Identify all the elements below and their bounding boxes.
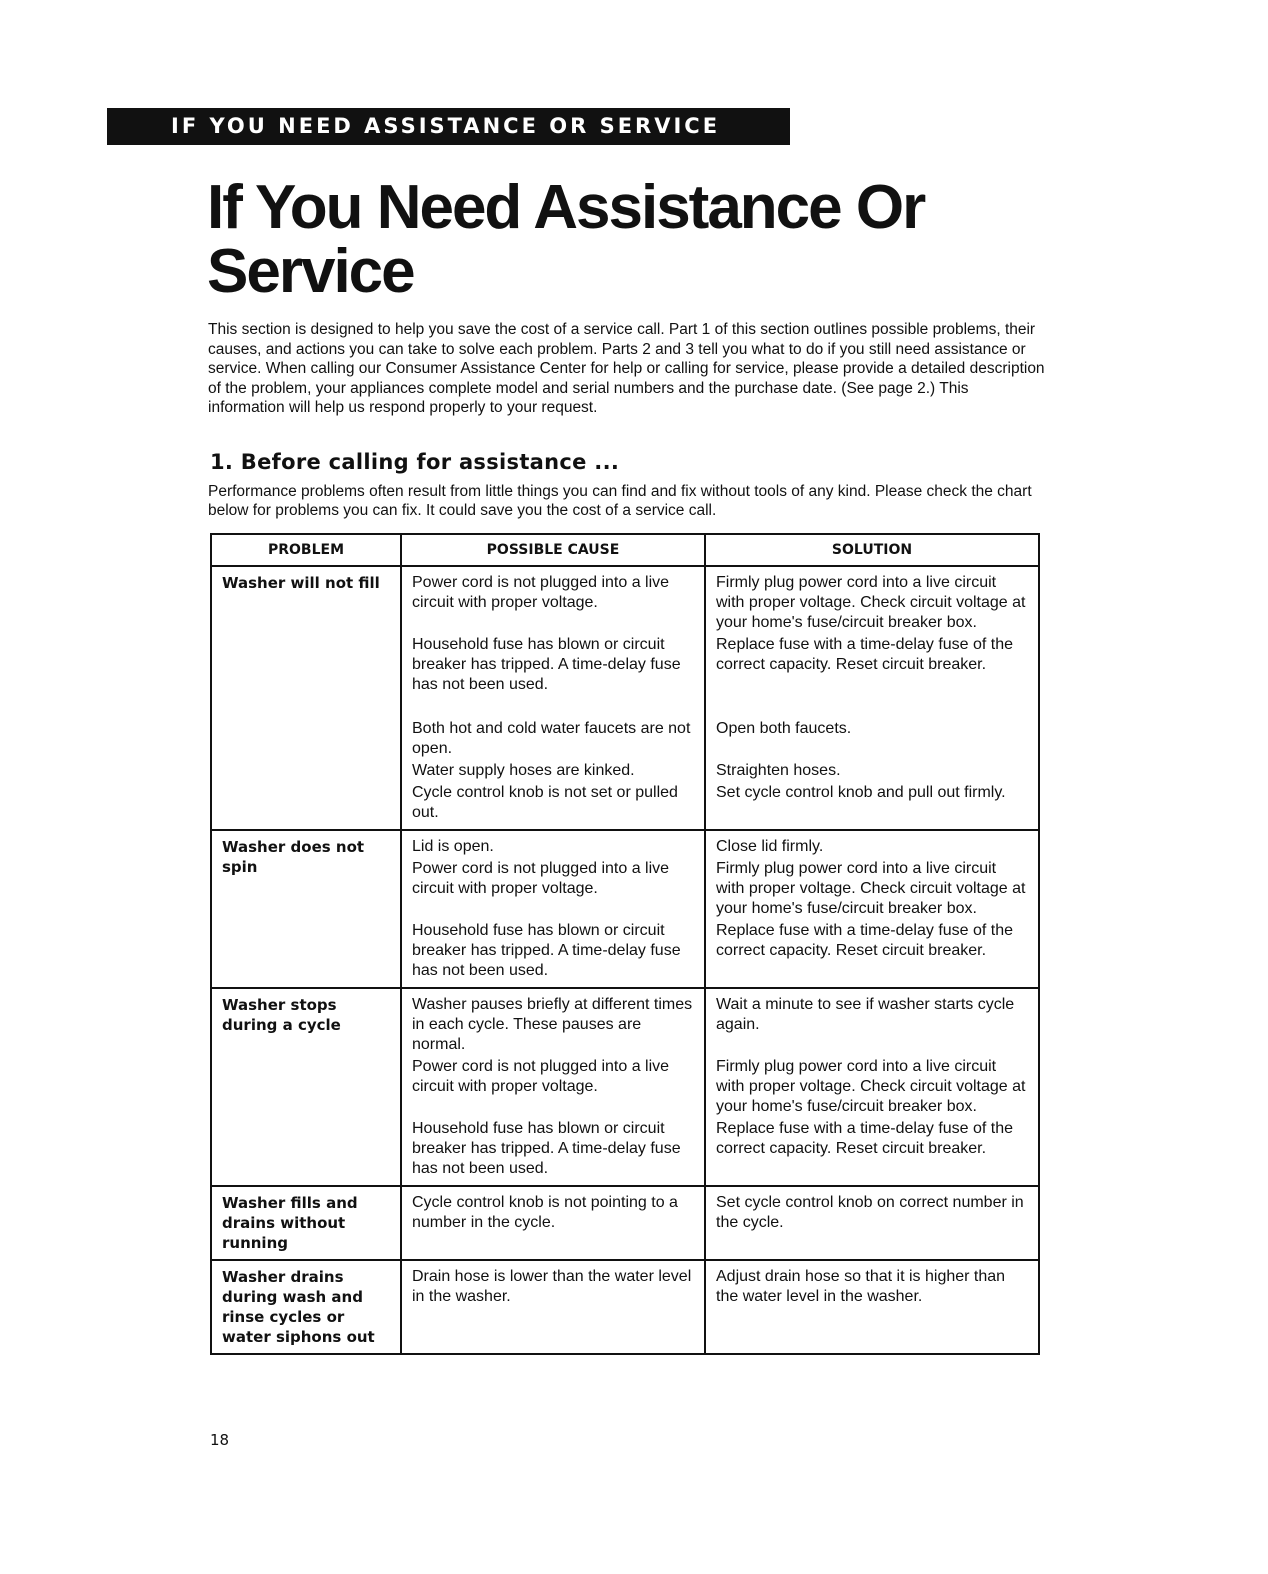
cause-entry: Cycle control knob is not set or pulled out. [412,784,678,821]
cause-entry: Cycle control knob is not pointing to a number in the cycle. [412,1194,678,1231]
solution-cell [705,988,1039,1186]
solution-entry: Replace fuse with a time-delay fuse of the correct capacity. Reset circuit breaker. [716,636,1014,673]
table-row [211,566,1039,830]
table-row [211,830,1039,988]
cause-entry: Power cord is not plugged into a live circuit with proper voltage. [412,860,670,897]
solution-entry: Set cycle control knob on correct number in the cycle. [716,1194,1024,1231]
solution-cell [705,1186,1039,1260]
table-row [211,1186,1039,1260]
section-intro-paragraph: Performance problems often result from little things you can find and fix without tools of any kind. Please check the chart below for problems you can fix. It could save you the cost of a service call. [208,483,1032,519]
solution-cell [705,1260,1039,1354]
cause-cell [401,566,705,830]
page-title: If You Need Assistance Or Service [207,173,925,306]
solution-entry: Firmly plug power cord into a live circuit with proper voltage. Check circuit voltage at your home's fuse/circuit breaker box. [716,860,1026,917]
solution-cell [705,830,1039,988]
solution-entry: Replace fuse with a time-delay fuse of the correct capacity. Reset circuit breaker. [716,922,1014,959]
cause-entry: Drain hose is lower than the water level in the washer. [412,1268,692,1305]
cause-entry: Household fuse has blown or circuit breaker has tripped. A time-delay fuse has not been used. [412,1120,681,1177]
cause-entry: Household fuse has blown or circuit breaker has tripped. A time-delay fuse has not been used. [412,636,681,693]
intro-paragraph: This section is designed to help you save the cost of a service call. Part 1 of this section outlines possible problems, their causes, and actions you can take to solve each problem. Parts 2 and 3 tell you what to do if you still need assistance or service. When calling our Consumer Assistance Center for help or calling for service, please provide a detailed description of the problem, your appliances complete model and serial numbers and the purchase date. (See page 2.) This information will help us respond properly to your request. [208,321,1045,416]
cause-entry: Both hot and cold water faucets are not open. [412,720,691,757]
table-row [211,988,1039,1186]
solution-entry: Straighten hoses. [716,762,841,779]
cause-cell [401,1186,705,1260]
problem-cell: Washer drains during wash and rinse cycles or water siphons out [211,1260,401,1354]
solution-cell [705,566,1039,830]
section-header-bar: IF YOU NEED ASSISTANCE OR SERVICE [107,108,790,145]
cause-cell [401,1260,705,1354]
column-header-solution: SOLUTION [705,534,1039,566]
solution-entry: Set cycle control knob and pull out firmly. [716,784,1006,801]
section-heading: 1. Before calling for assistance ... [210,450,620,474]
problem-cell: Washer fills and drains without running [211,1186,401,1260]
table-row [211,1260,1039,1354]
solution-entry: Open both faucets. [716,720,852,737]
cause-cell [401,988,705,1186]
solution-entry: Firmly plug power cord into a live circuit with proper voltage. Check circuit voltage at your home's fuse/circuit breaker box. [716,1058,1026,1115]
column-header-problem: PROBLEM [211,534,401,566]
problem-cell: Washer does not spin [211,830,401,988]
solution-entry: Wait a minute to see if washer starts cycle again. [716,996,1015,1033]
problem-cell: Washer stops during a cycle [211,988,401,1186]
solution-entry: Adjust drain hose so that it is higher than the water level in the washer. [716,1268,1006,1305]
cause-entry: Power cord is not plugged into a live circuit with proper voltage. [412,574,670,611]
troubleshooting-table [210,533,1040,1355]
solution-entry: Close lid firmly. [716,838,824,855]
page-number: 18 [210,1431,230,1449]
cause-entry: Lid is open. [412,838,494,855]
column-header-possible-cause: POSSIBLE CAUSE [401,534,705,566]
cause-entry: Water supply hoses are kinked. [412,762,635,779]
problem-cell: Washer will not fill [211,566,401,830]
cause-entry: Washer pauses briefly at different times in each cycle. These pauses are normal. [412,996,693,1053]
table-header-row [211,534,1039,566]
cause-entry: Power cord is not plugged into a live circuit with proper voltage. [412,1058,670,1095]
solution-entry: Firmly plug power cord into a live circuit with proper voltage. Check circuit voltage at your home's fuse/circuit breaker box. [716,574,1026,631]
cause-entry: Household fuse has blown or circuit breaker has tripped. A time-delay fuse has not been used. [412,922,681,979]
solution-entry: Replace fuse with a time-delay fuse of the correct capacity. Reset circuit breaker. [716,1120,1014,1157]
cause-cell [401,830,705,988]
